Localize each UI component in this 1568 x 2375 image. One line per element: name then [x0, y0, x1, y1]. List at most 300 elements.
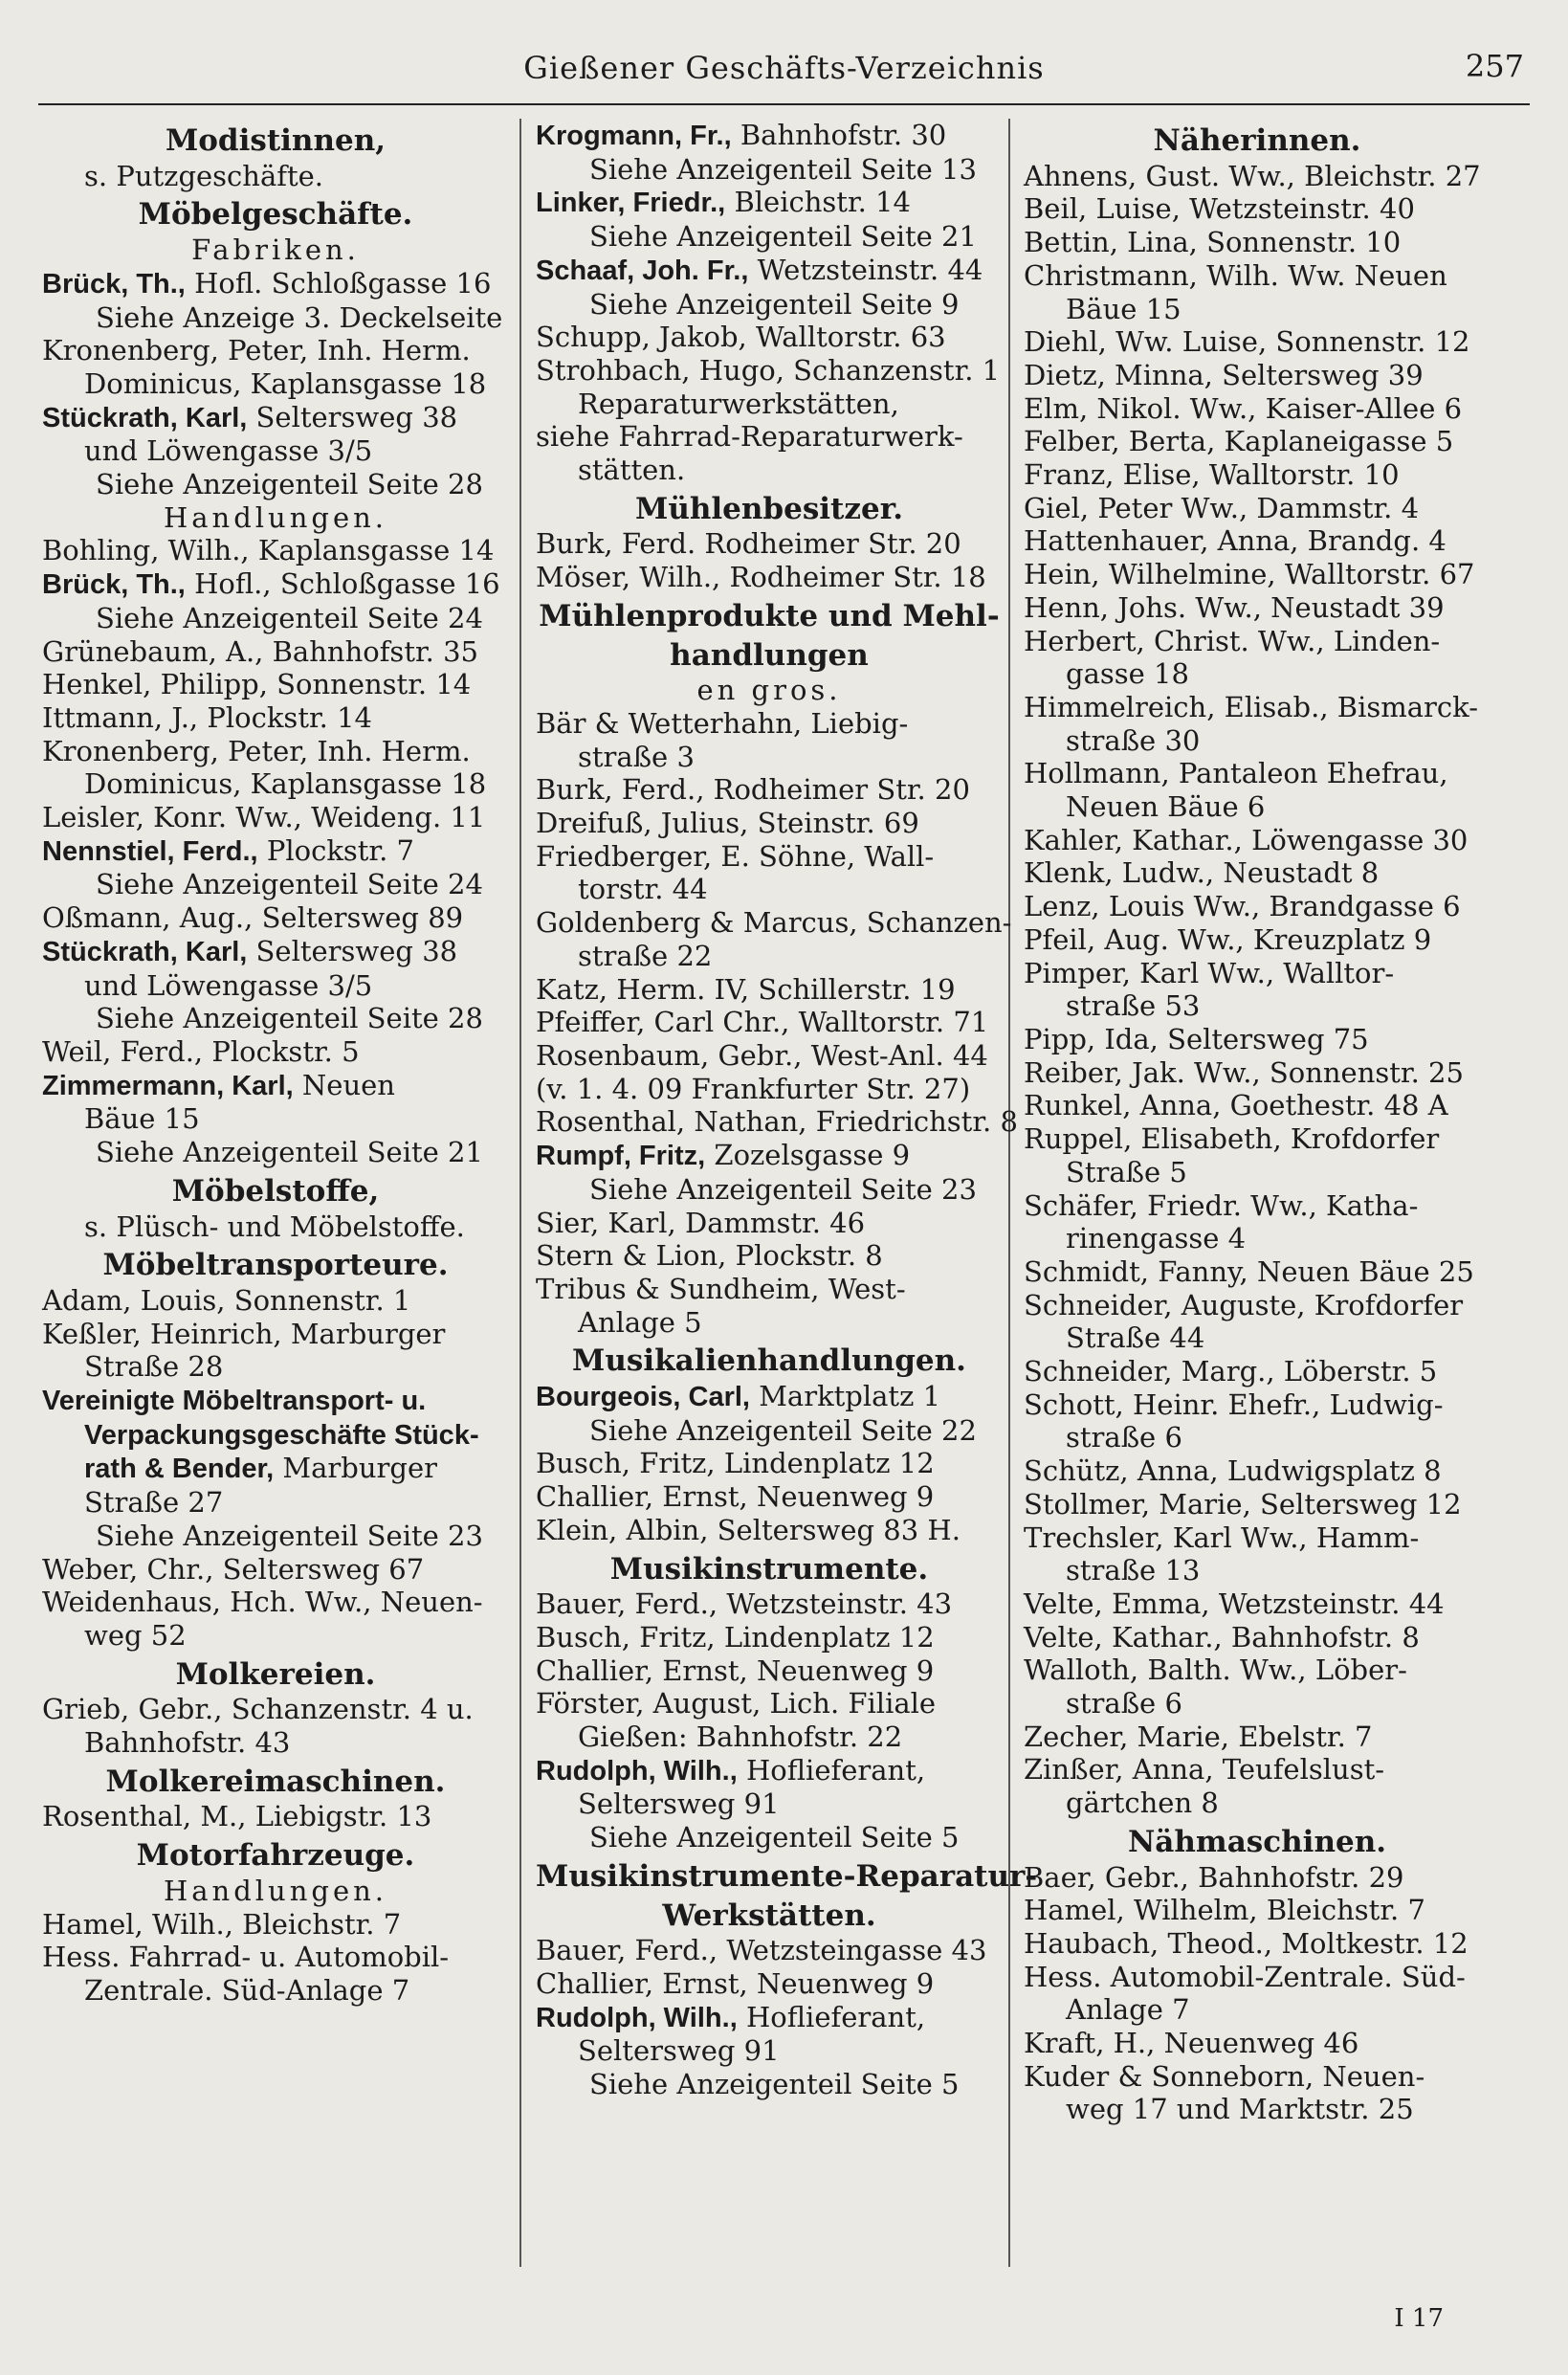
page-header: [38, 36, 1530, 105]
directory-entry: [1024, 259, 1491, 293]
advert-reference: [536, 153, 1003, 187]
line-text: Walloth, Balth. Ww., Löber-: [1024, 1654, 1407, 1687]
line-text: Baer, Gebr., Bahnhofstr. 29: [1024, 1860, 1404, 1894]
directory-entry: [1024, 1122, 1491, 1156]
line-text: Felber, Berta, Kaplaneigasse 5: [1024, 425, 1454, 458]
directory-entry: [536, 1006, 1003, 1039]
line-text: straße 6: [1066, 1687, 1182, 1720]
entry-continuation: [42, 1102, 509, 1136]
line-text: handlungen: [670, 637, 869, 673]
line-text: Musikinstrumente-Reparatur-: [536, 1858, 1038, 1894]
directory-entry: [1024, 591, 1491, 625]
directory-entry: [536, 420, 1003, 454]
line-text: Pfeil, Aug. Ww., Kreuzplatz 9: [1024, 922, 1432, 956]
advert-reference: [536, 220, 1003, 254]
directory-entry: [1024, 757, 1491, 790]
directory-entry: [1024, 890, 1491, 923]
line-text: Handlungen.: [163, 500, 388, 534]
directory-entry: [536, 1380, 1003, 1414]
line-text: Schott, Heinr. Ehefr., Ludwig-: [1024, 1387, 1444, 1421]
directory-entry: [42, 1800, 509, 1833]
directory-entry: [1024, 1488, 1491, 1521]
line-text: Burk, Ferd., Rodheimer Str. 20: [536, 773, 970, 807]
entry-continuation: [1024, 989, 1491, 1023]
line-text: Goldenberg & Marcus, Schanzen-: [536, 906, 1012, 940]
directory-entry: [536, 1105, 1018, 1139]
line-text: Kronenberg, Peter, Inh. Herm.: [42, 334, 471, 367]
line-text: en gros.: [696, 674, 842, 707]
entry-continuation: [1024, 790, 1491, 824]
entry-continuation: [536, 2034, 1003, 2068]
line-text: und Löwengasse 3/5: [84, 968, 373, 1002]
section-heading: [42, 198, 509, 232]
line-text: Oßmann, Aug., Seltersweg 89: [42, 901, 464, 935]
line-text: Diehl, Ww. Luise, Sonnenstr. 12: [1024, 325, 1470, 359]
directory-entry: [42, 567, 509, 602]
running-title: Gießener Geschäfts-Verzeichnis: [523, 50, 1045, 86]
line-text: Möbelgeschäfte.: [138, 197, 413, 233]
line-text: Schupp, Jakob, Walltorstr. 63: [536, 321, 946, 354]
directory-entry: [42, 801, 509, 834]
line-text: Mühlenprodukte und Mehl-: [539, 598, 1000, 633]
directory-entry: [536, 1273, 1003, 1306]
directory-entry: [42, 401, 509, 435]
line-text: Pfeiffer, Carl Chr., Walltorstr. 71: [536, 1006, 989, 1039]
directory-entry: [42, 1553, 509, 1587]
line-text: Tribus & Sundheim, West-: [536, 1272, 906, 1305]
entry-continuation: [1024, 1156, 1491, 1189]
section-heading: [42, 1839, 509, 1873]
advert-reference: [42, 602, 509, 635]
line-text: Plockstr. 7: [257, 833, 414, 867]
line-text: Marburger: [274, 1452, 437, 1485]
directory-entry: [1024, 458, 1491, 492]
line-text: Giel, Peter Ww., Dammstr. 4: [1024, 491, 1420, 524]
advert-reference: [536, 288, 1003, 322]
directory-entry: [1024, 1355, 1491, 1388]
section-heading: [536, 600, 1003, 633]
entry-continuation: [536, 940, 1003, 973]
subsection-heading: [42, 501, 509, 535]
directory-entry: [536, 1587, 1003, 1621]
line-text: Leisler, Konr. Ww., Weideng. 11: [42, 801, 486, 834]
section-heading: [42, 1175, 509, 1209]
column-3: [1024, 119, 1491, 2126]
entry-continuation: [536, 741, 1003, 774]
line-text: Friedberger, E. Söhne, Wall-: [536, 839, 935, 873]
directory-entry: [1024, 392, 1491, 426]
line-text: Straße 28: [84, 1350, 224, 1384]
line-text: gärtchen 8: [1066, 1787, 1219, 1820]
firm-name-bold: Vereinigte Möbeltransport- u.: [42, 1386, 427, 1417]
line-text: Henkel, Philipp, Sonnenstr. 14: [42, 668, 472, 701]
line-text: Velte, Emma, Wetzsteinstr. 44: [1024, 1587, 1445, 1620]
line-text: Nähmaschinen.: [1127, 1824, 1387, 1859]
line-text: straße 22: [578, 939, 713, 972]
line-text: Klein, Albin, Seltersweg 83 H.: [536, 1513, 961, 1546]
line-text: Bäue 15: [1066, 292, 1182, 325]
directory-entry: [1024, 1894, 1491, 1927]
directory-entry: [42, 1318, 509, 1351]
line-text: Zinßer, Anna, Teufelslust-: [1024, 1753, 1385, 1787]
line-text: Rosenthal, Nathan, Friedrichstr. 8: [536, 1105, 1018, 1139]
subsection-heading: [42, 1875, 509, 1908]
page-number: 257: [1465, 48, 1524, 84]
directory-entry: [536, 2001, 1003, 2035]
line-text: Franz, Elise, Walltorstr. 10: [1024, 458, 1400, 492]
line-text: Challier, Ernst, Neuenweg 9: [536, 1480, 935, 1514]
directory-entry: [1024, 2027, 1491, 2060]
directory-entry: [1024, 923, 1491, 957]
line-text: Siehe Anzeigenteil Seite 23: [96, 1519, 483, 1552]
section-heading: [42, 124, 509, 158]
line-text: Hofl. Schloßgasse 16: [185, 266, 492, 300]
line-text: Adam, Louis, Sonnenstr. 1: [42, 1283, 411, 1317]
directory-entry: [1024, 2060, 1491, 2094]
entry-continuation: [536, 1306, 1003, 1340]
line-text: Zecher, Marie, Ebelstr. 7: [1024, 1720, 1373, 1753]
line-text: Seltersweg 91: [578, 1787, 780, 1821]
line-text: Schneider, Marg., Löberstr. 5: [1024, 1355, 1438, 1388]
line-text: gasse 18: [1066, 657, 1189, 691]
firm-name-bold: rath & Bender,: [84, 1454, 275, 1485]
directory-entry: [1024, 1289, 1491, 1322]
directory-entry: [536, 1514, 1003, 1547]
directory-entry: [42, 635, 509, 669]
line-text: Weil, Ferd., Plockstr. 5: [42, 1034, 360, 1068]
line-text: Seltersweg 38: [247, 400, 458, 433]
line-text: Ittmann, J., Plockstr. 14: [42, 700, 372, 734]
column-2: [536, 119, 1038, 2101]
directory-entry: [536, 1239, 1003, 1273]
directory-entry: [1024, 1454, 1491, 1488]
line-text: Hattenhauer, Anna, Brandg. 4: [1024, 524, 1447, 558]
section-heading: [536, 1553, 1003, 1587]
line-text: Kahler, Kathar., Löwengasse 30: [1024, 823, 1469, 856]
directory-entry: [536, 1621, 1003, 1654]
directory-entry: [1024, 1753, 1491, 1787]
directory-entry: [1024, 625, 1491, 658]
line-text: Siehe Anzeigenteil Seite 21: [589, 220, 977, 254]
line-text: Katz, Herm. IV, Schillerstr. 19: [536, 972, 956, 1006]
line-text: Elm, Nikol. Ww., Kaiser-Allee 6: [1024, 391, 1463, 425]
directory-entry: [1024, 1861, 1491, 1895]
line-text: Keßler, Heinrich, Marburger: [42, 1317, 446, 1350]
line-text: Busch, Fritz, Lindenplatz 12: [536, 1620, 935, 1654]
entry-continuation: [1024, 657, 1491, 691]
firm-name-bold: Stückrath, Karl,: [42, 402, 248, 433]
line-text: Marktplatz 1: [750, 1380, 941, 1413]
directory-entry: [1024, 824, 1491, 857]
line-text: Schütz, Anna, Ludwigsplatz 8: [1024, 1454, 1442, 1488]
line-text: Strohbach, Hugo, Schanzenstr. 1: [536, 353, 1001, 387]
line-text: Pimper, Karl Ww., Walltor-: [1024, 956, 1395, 989]
directory-entry: [42, 534, 509, 567]
directory-entry: [536, 1039, 1003, 1073]
directory-entry: [536, 1139, 1003, 1173]
entry-continuation: [42, 1486, 509, 1520]
line-text: Dominicus, Kaplansgasse 18: [84, 366, 487, 400]
directory-entry: [536, 1480, 1003, 1514]
line-text: Velte, Kathar., Bahnhofstr. 8: [1024, 1620, 1420, 1654]
advert-reference: [536, 2068, 1003, 2101]
advert-reference: [42, 1136, 509, 1169]
line-text: Musikalienhandlungen.: [572, 1343, 966, 1379]
line-text: Grünebaum, A., Bahnhofstr. 35: [42, 634, 478, 668]
line-text: (v. 1. 4. 09 Frankfurter Str. 27): [536, 1072, 971, 1105]
directory-entry: [42, 901, 509, 935]
line-text: Siehe Anzeigenteil Seite 13: [589, 152, 977, 186]
directory-entry: [536, 527, 1003, 561]
entry-continuation: [1024, 1421, 1491, 1454]
directory-entry: [1024, 957, 1491, 990]
line-text: Klenk, Ludw., Neustadt 8: [1024, 856, 1380, 890]
advert-reference: [42, 468, 509, 501]
line-text: weg 17 und Marktstr. 25: [1066, 2093, 1414, 2126]
entry-continuation: [1024, 724, 1491, 758]
line-text: Runkel, Anna, Goethestr. 48 A: [1024, 1089, 1448, 1122]
line-text: Bahnhofstr. 43: [84, 1726, 291, 1760]
subsection-heading: [536, 674, 1003, 707]
directory-entry: [42, 267, 509, 301]
line-text: Siehe Anzeige 3. Deckelseite: [96, 300, 503, 334]
line-text: Siehe Anzeigenteil Seite 22: [589, 1413, 977, 1447]
line-text: Siehe Anzeigenteil Seite 24: [96, 601, 483, 634]
line-text: Möser, Wilh., Rodheimer Str. 18: [536, 561, 986, 594]
section-heading: [536, 493, 1003, 526]
line-text: Handlungen.: [163, 1874, 388, 1907]
entry-continuation: [42, 1452, 509, 1486]
directory-entry: [536, 906, 1012, 940]
directory-entry: [1024, 691, 1491, 724]
line-text: Stern & Lion, Plockstr. 8: [536, 1239, 883, 1273]
section-heading: [536, 1344, 1003, 1378]
line-text: weg 52: [84, 1618, 187, 1652]
directory-entry: [42, 1069, 509, 1103]
column-1: [42, 119, 509, 2008]
entry-continuation: [42, 434, 509, 468]
firm-name-bold: Nennstiel, Ferd.,: [42, 835, 258, 867]
advert-reference: [42, 1002, 509, 1035]
entry-continuation: [42, 1418, 509, 1453]
line-text: Förster, August, Lich. Filiale: [536, 1687, 937, 1720]
line-text: Schmidt, Fanny, Neuen Bäue 25: [1024, 1254, 1474, 1288]
line-text: Zozelsgasse 9: [705, 1139, 911, 1172]
line-text: Kuder & Sonneborn, Neuen-: [1024, 2059, 1425, 2093]
directory-entry: [1024, 1521, 1491, 1555]
line-text: Henn, Johs. Ww., Neustadt 39: [1024, 590, 1445, 624]
line-text: Herbert, Christ. Ww., Linden-: [1024, 624, 1441, 657]
entry-continuation: [1024, 1687, 1491, 1720]
advert-reference: [42, 301, 509, 335]
line-text: Challier, Ernst, Neuenweg 9: [536, 1654, 935, 1687]
section-heading: [1024, 1826, 1491, 1859]
directory-entry: [536, 840, 1003, 874]
firm-name-bold: Brück, Th.,: [42, 569, 186, 601]
entry-continuation: [42, 1726, 509, 1760]
directory-entry: [42, 935, 509, 969]
directory-entry: [1024, 1654, 1491, 1687]
directory-entry: [536, 321, 1003, 354]
directory-entry: [536, 1207, 1003, 1240]
line-text: Schneider, Auguste, Krofdorfer: [1024, 1288, 1464, 1321]
directory-entry: [536, 1687, 1003, 1720]
firm-name-bold: Linker, Friedr.,: [536, 188, 726, 219]
firm-name-bold: Bourgeois, Carl,: [536, 1382, 750, 1413]
directory-entry: [536, 354, 1003, 388]
line-text: s. Plüsch- und Möbelstoffe.: [84, 1210, 465, 1243]
line-text: Motorfahrzeuge.: [136, 1838, 415, 1874]
firm-name-bold: Rumpf, Fritz,: [536, 1141, 706, 1172]
entry-continuation: [536, 1720, 1003, 1754]
firm-name-bold: Verpackungsgeschäfte Stück-: [84, 1419, 479, 1451]
line-text: Siehe Anzeigenteil Seite 5: [589, 1821, 960, 1854]
entry-continuation: [1024, 2093, 1491, 2126]
line-text: siehe Fahrrad-Reparaturwerk-: [536, 420, 963, 454]
line-text: Challier, Ernst, Neuenweg 9: [536, 1966, 935, 2000]
line-text: Siehe Anzeigenteil Seite 23: [589, 1172, 977, 1206]
line-text: Himmelreich, Elisab., Bismarck-: [1024, 690, 1478, 723]
column-divider: [1008, 119, 1010, 2267]
directory-entry: [536, 1447, 1003, 1480]
directory-entry: [1024, 359, 1491, 392]
entry-continuation: [536, 1787, 1003, 1821]
line-text: Bahnhofstr. 30: [731, 119, 947, 151]
line-text: Weidenhaus, Hch. Ww., Neuen-: [42, 1586, 483, 1619]
entry-continuation: [42, 1210, 509, 1244]
entry-continuation: [42, 367, 509, 401]
entry-continuation: [42, 969, 509, 1003]
directory-entry: [1024, 226, 1491, 259]
line-text: und Löwengasse 3/5: [84, 434, 373, 468]
line-text: Lenz, Louis Ww., Brandgasse 6: [1024, 890, 1461, 923]
line-text: torstr. 44: [578, 873, 708, 906]
directory-entry: [536, 707, 1003, 741]
line-text: Wetzsteinstr. 44: [748, 253, 983, 286]
line-text: Dreifuß, Julius, Steinstr. 69: [536, 807, 919, 840]
line-text: Siehe Anzeigenteil Seite 24: [96, 868, 483, 901]
section-heading: [536, 1858, 1038, 1894]
line-text: straße 53: [1066, 989, 1201, 1023]
line-text: Bär & Wetterhahn, Liebig-: [536, 706, 909, 740]
entry-continuation: [1024, 1787, 1491, 1820]
line-text: straße 30: [1066, 723, 1201, 757]
line-text: Siehe Anzeigenteil Seite 28: [96, 1002, 483, 1035]
line-text: straße 13: [1066, 1554, 1201, 1587]
advert-reference: [42, 1520, 509, 1553]
line-text: rinengasse 4: [1066, 1222, 1247, 1255]
directory-entry: [536, 1967, 1003, 2001]
line-text: Straße 5: [1066, 1155, 1187, 1188]
advert-reference: [536, 1821, 1003, 1854]
directory-entry: [42, 1941, 509, 1974]
entry-continuation: [42, 767, 509, 801]
line-text: Bettin, Lina, Sonnenstr. 10: [1024, 226, 1402, 259]
line-text: Hess. Automobil-Zentrale. Süd-: [1024, 1960, 1466, 1993]
section-heading: [536, 639, 1003, 673]
line-text: straße 6: [1066, 1421, 1182, 1454]
sheet-signature: I 17: [1394, 2304, 1444, 2333]
line-text: Mühlenbesitzer.: [635, 491, 903, 526]
line-text: Hollmann, Pantaleon Ehefrau,: [1024, 757, 1448, 790]
directory-entry: [1024, 558, 1491, 591]
line-text: Haubach, Theod., Moltkestr. 12: [1024, 1926, 1469, 1960]
directory-entry: [42, 834, 509, 869]
line-text: Neuen Bäue 6: [1066, 790, 1266, 824]
line-text: Siehe Anzeigenteil Seite 5: [589, 2068, 960, 2101]
entry-continuation: [1024, 1222, 1491, 1255]
line-text: Reiber, Jak. Ww., Sonnenstr. 25: [1024, 1055, 1464, 1089]
line-text: Reparaturwerkstätten,: [578, 387, 899, 420]
line-text: Kraft, H., Neuenweg 46: [1024, 2027, 1359, 2060]
line-text: Schäfer, Friedr. Ww., Katha-: [1024, 1188, 1419, 1222]
line-text: Pipp, Ida, Seltersweg 75: [1024, 1022, 1369, 1055]
directory-entry: [1024, 425, 1491, 458]
entry-continuation: [536, 454, 1003, 487]
line-text: Christmann, Wilh. Ww. Neuen: [1024, 258, 1447, 292]
line-text: Seltersweg 38: [247, 934, 458, 967]
directory-entry: [536, 1934, 1003, 1967]
line-text: Hofl., Schloßgasse 16: [185, 567, 500, 601]
line-text: Bleichstr. 14: [725, 186, 911, 219]
line-text: Siehe Anzeigenteil Seite 21: [96, 1136, 483, 1169]
directory-entry: [1024, 856, 1491, 890]
directory-entry: [536, 1754, 1003, 1788]
directory-entry: [1024, 1927, 1491, 1961]
firm-name-bold: Schaaf, Joh. Fr.,: [536, 255, 749, 286]
line-text: Hamel, Wilh., Bleichstr. 7: [42, 1907, 402, 1941]
line-text: Molkereimaschinen.: [105, 1764, 446, 1799]
directory-entry: [1024, 160, 1491, 193]
directory-entry: [42, 1035, 509, 1069]
firm-name-bold: Stückrath, Karl,: [42, 936, 248, 967]
line-text: Anlage 7: [1066, 1993, 1190, 2027]
firm-name-bold: Zimmermann, Karl,: [42, 1070, 294, 1101]
line-text: Bohling, Wilh., Kaplansgasse 14: [42, 534, 495, 567]
section-heading: [42, 1249, 509, 1282]
directory-entry: [42, 1908, 509, 1942]
line-text: Hoflieferant,: [737, 2000, 926, 2033]
line-text: Molkereien.: [175, 1656, 376, 1692]
firm-name-bold: Rudolph, Wilh.,: [536, 2002, 738, 2033]
directory-entry: [1024, 1255, 1491, 1289]
entry-continuation: [42, 1619, 509, 1653]
firm-name-bold: Krogmann, Fr.,: [536, 121, 732, 151]
entry-continuation: [42, 160, 509, 193]
entry-continuation: [42, 1974, 509, 2008]
entry-continuation: [1024, 1554, 1491, 1587]
line-text: Hamel, Wilhelm, Bleichstr. 7: [1024, 1894, 1425, 1927]
directory-entry: [42, 1284, 509, 1318]
directory-entry: [42, 701, 509, 735]
entry-continuation: [536, 388, 1003, 421]
line-text: Dietz, Minna, Seltersweg 39: [1024, 358, 1424, 391]
line-text: stätten.: [578, 454, 686, 487]
directory-entry: [1024, 1023, 1491, 1056]
line-text: Modistinnen,: [165, 123, 386, 158]
line-text: Musikinstrumente.: [609, 1551, 929, 1587]
subsection-heading: [42, 233, 509, 267]
line-text: Beil, Luise, Wetzsteinstr. 40: [1024, 192, 1415, 226]
directory-entry: [42, 735, 509, 768]
line-text: Hess. Fahrrad- u. Automobil-: [42, 1941, 450, 1974]
line-text: Straße 27: [84, 1486, 224, 1520]
directory-entry: [1024, 1388, 1491, 1422]
line-text: Anlage 5: [578, 1305, 702, 1339]
line-text: Sier, Karl, Dammstr. 46: [536, 1206, 866, 1239]
line-text: Rosenthal, M., Liebigstr. 13: [42, 1800, 432, 1833]
line-text: Stollmer, Marie, Seltersweg 12: [1024, 1487, 1462, 1520]
